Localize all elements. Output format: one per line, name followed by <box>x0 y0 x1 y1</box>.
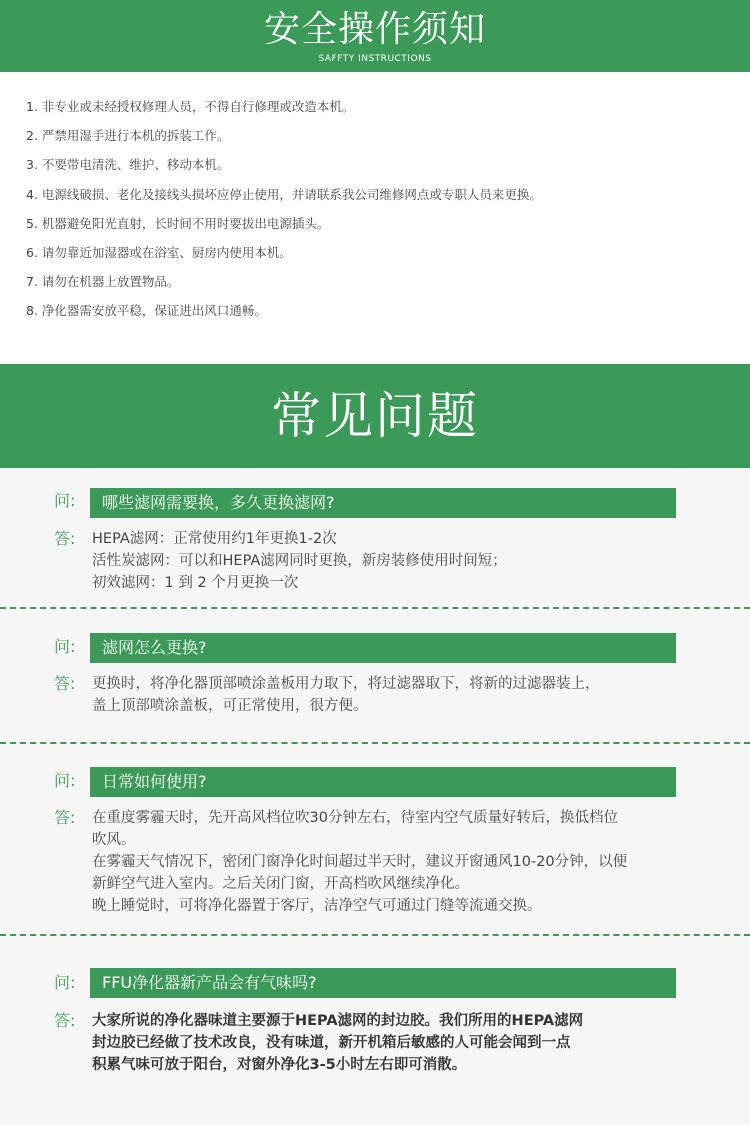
safety-rule: 5. 机器避免阳光直射，长时间不用时要拔出电源插头。 <box>26 215 330 231</box>
question-label: 问: <box>54 637 76 656</box>
dashed-divider <box>0 742 750 744</box>
safety-rule: 3. 不要带电清洗、维护、移动本机。 <box>26 157 230 173</box>
safety-rule: 2. 严禁用湿手进行本机的拆装工作。 <box>26 128 230 144</box>
answer-line: 更换时，将净化器顶部喷涂盖板用力取下，将过滤器取下，将新的过滤器装上， <box>92 676 600 692</box>
answer-line: 盖上顶部喷涂盖板，可正常使用，很方便。 <box>92 698 368 714</box>
answer-text <box>92 1010 702 1076</box>
question-label: 问: <box>54 771 76 790</box>
safety-rule: 7. 请勿在机器上放置物品。 <box>26 274 180 290</box>
faq-title: 常见问题 <box>271 387 479 445</box>
answer-text <box>92 528 702 594</box>
answer-line: 晚上睡觉时，可将净化器置于客厅，洁净空气可通过门缝等流通交换。 <box>92 898 542 914</box>
faq-header <box>0 364 750 468</box>
question-label: 问: <box>54 491 76 510</box>
question-label: 问: <box>54 973 76 992</box>
answer-line: 吹风。 <box>92 832 136 848</box>
answer-line: HEPA滤网：正常使用约1年更换1-2次 <box>92 531 337 547</box>
safety-rule: 6. 请勿靠近加湿器或在浴室、厨房内使用本机。 <box>26 244 292 260</box>
faq-section <box>0 468 750 1125</box>
answer-line: 在雾霾天气情况下，密闭门窗净化时间超过半天时，建议开窗通风10-20分钟，以便 <box>92 854 628 870</box>
question-bar: 滤网怎么更换? <box>90 633 676 663</box>
answer-line: 在重度雾霾天时，先开高风档位吹30分钟左右，待室内空气质量好转后，换低档位 <box>92 810 618 826</box>
dashed-divider <box>0 934 750 936</box>
safety-title: 安全操作须知 <box>263 9 486 50</box>
question-bar: 哪些滤网需要换，多久更换滤网? <box>90 488 676 518</box>
answer-label: 答: <box>54 1011 76 1030</box>
dashed-divider <box>0 607 750 609</box>
answer-label: 答: <box>54 529 76 548</box>
answer-text <box>92 807 702 917</box>
answer-line: 大家所说的净化器味道主要源于HEPA滤网的封边胶。我们所用的HEPA滤网 <box>92 1013 584 1029</box>
answer-line: 新鲜空气进入室内。之后关闭门窗，开高档吹风继续净化。 <box>92 876 469 892</box>
safety-rule: 1. 非专业或未经授权修理人员，不得自行修理或改造本机。 <box>26 99 355 114</box>
answer-line: 初效滤网：1 到 2 个月更换一次 <box>92 575 299 591</box>
safety-rule: 4. 电源线破损、老化及接线头损坏应停止使用，并请联系我公司维修网点或专职人员来更换。 <box>26 186 542 202</box>
safety-header <box>0 0 750 72</box>
answer-line: 活性炭滤网：可以和HEPA滤网同时更换，新房装修使用时间短； <box>92 553 507 569</box>
answer-text <box>92 673 702 717</box>
answer-label: 答: <box>54 808 76 827</box>
safety-subtitle: SAFFTY INSTRUCTIONS <box>318 54 432 64</box>
safety-rules-list <box>26 92 726 326</box>
answer-label: 答: <box>54 674 76 693</box>
question-bar: 日常如何使用? <box>90 767 676 797</box>
safety-rule: 8. 净化器需安放平稳，保证进出风口通畅。 <box>26 303 267 319</box>
question-bar: FFU净化器新产品会有气味吗? <box>90 968 676 998</box>
answer-line: 封边胶已经做了技术改良，没有味道，新开机箱后敏感的人可能会闻到一点 <box>92 1035 571 1051</box>
answer-line: 积累气味可放于阳台，对窗外净化3-5小时左右即可消散。 <box>92 1057 467 1073</box>
